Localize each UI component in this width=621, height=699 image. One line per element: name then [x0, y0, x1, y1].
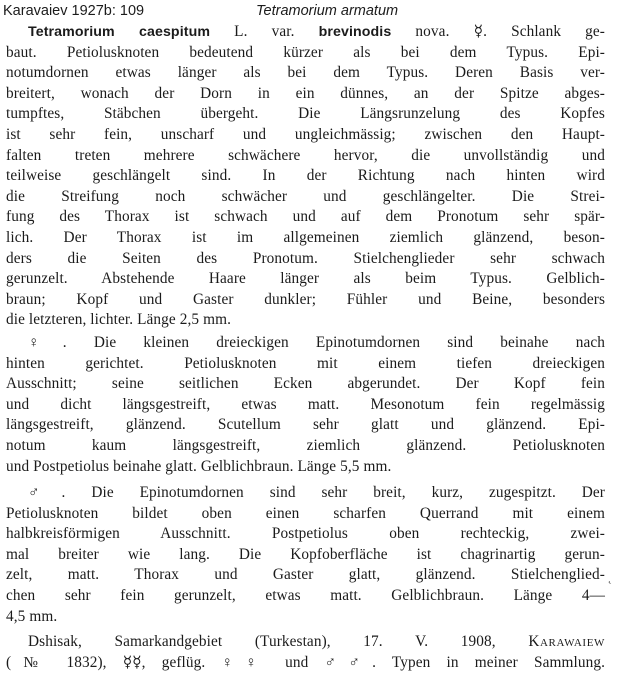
species-name: Tetramorium caespitum [28, 24, 211, 40]
para3-line-5: chen sehr fein gerunzelt, etwas matt. Gelblichbraun. Länge 4— [6, 587, 605, 604]
para1-line-3: breitert, wonach der Dorn in ein dünnes, an der Spitze abges- [6, 84, 605, 102]
collector-name: Karawaiew [528, 633, 605, 650]
para1-line-7: teilweise geschlängelt sind. In der Richtung nach hinten wird [6, 167, 605, 185]
variety-name: brevinodis [318, 24, 392, 40]
para2-line-1: hinten gerichtet. Petiolusknoten mit einem tiefen dreieckigen [6, 354, 605, 372]
para2-line-2: Ausschnitt; seine seitlichen Ecken abgerundet. Der Kopf fein [6, 375, 605, 393]
para3-line-6: 4,5 mm. [6, 607, 58, 625]
para3-line-2: halbkreisförmigen Ausschnitt. Postpetiolus oben rechteckig, zwei- [6, 525, 605, 543]
para3-line-1: Petiolusknoten bildet oben einen scharfen Querrand mit einem [6, 504, 605, 522]
locality-text: Dshisak, Samarkandgebiet (Turkestan), 17. V. 1908, [28, 633, 529, 650]
para1-line-11: ders die Seiten des Pronotum. Stielchenglieder sehr schwach [6, 249, 605, 267]
para2-line-0: ♀. Die kleinen dreieckigen Epinotumdornen sind beinahe nach [28, 334, 605, 351]
para1-line-1: baut. Petiolusknoten bedeutend kürzer als bei dem Typus. Epi- [6, 43, 605, 61]
para1-line-14: die letzteren, lichter. Länge 2,5 mm. [6, 311, 231, 329]
citation-reference: Karavaiev 1927b: 109 [3, 3, 145, 19]
para1-line-4: tumpftes, Stäbchen übergeht. Die Längsrunzelung des Kopfes [6, 105, 605, 123]
para1-line-6: falten treten mehrere schwächere hervor, die unvollständig und [6, 146, 605, 164]
para1-line-8: die Streifung noch schwächer und geschlängelter. Die Strei- [6, 187, 605, 205]
para4-line-0 [28, 632, 605, 653]
para3-line-3: mal breiter wie lang. Die Kopfoberfläche ist chagrinartig gerun- [6, 545, 605, 563]
para1-line-5: ist sehr fein, unscharf und ungleichmässig; zwischen den Haupt- [6, 126, 605, 143]
page-header [3, 2, 399, 20]
author-text: L. var. [210, 23, 319, 40]
para2-line-3: und dicht längsgestreift, etwas matt. Mesonotum fein regelmässig [6, 395, 605, 413]
para1-first-line-rest: nova. ☿. Schlank ge- [391, 23, 605, 40]
para1-line-13: braun; Kopf und Gaster dunkler; Fühler und Beine, besonders [6, 290, 605, 308]
taxon-name-header: Tetramorium armatum [256, 3, 399, 19]
para3-line-0: ♂. Die Epinotumdornen sind sehr breit, kurz, zugespitzt. Der [28, 484, 605, 501]
para1-line-9: fung des Thorax ist schwach und auf dem Pronotum sehr spär- [6, 208, 605, 226]
material-text: (№ 1832), ☿☿, geflüg. ♀♀ und ♂♂. Typen in meiner Sammlung. [6, 654, 605, 671]
para4-line-1 [6, 653, 605, 674]
para3-line-4: zelt, matt. Thorax und Gaster glatt, glänzend. Stielchenglied- [6, 566, 605, 584]
para2-line-6: und Postpetiolus beinahe glatt. Gelblichbraun. Länge 5,5 mm. [6, 457, 392, 475]
para2-line-4: längsgestreift, glänzend. Scutellum sehr glatt und glänzend. Epi- [6, 416, 605, 434]
para1-line-2: notumdornen etwas länger als bei dem Typus. Deren Basis ver- [6, 64, 605, 82]
para1-line-12: gerunzelt. Abstehende Haare länger als beim Typus. Gelblich- [6, 270, 605, 288]
para1-line-0 [28, 22, 605, 43]
para2-line-5: notum kaum längsgestreift, ziemlich glänzend. Petiolusknoten [6, 437, 605, 454]
stray-mark: ˛ [608, 570, 613, 584]
para1-line-10: lich. Der Thorax ist im allgemeinen ziemlich glänzend, beson- [6, 229, 605, 246]
